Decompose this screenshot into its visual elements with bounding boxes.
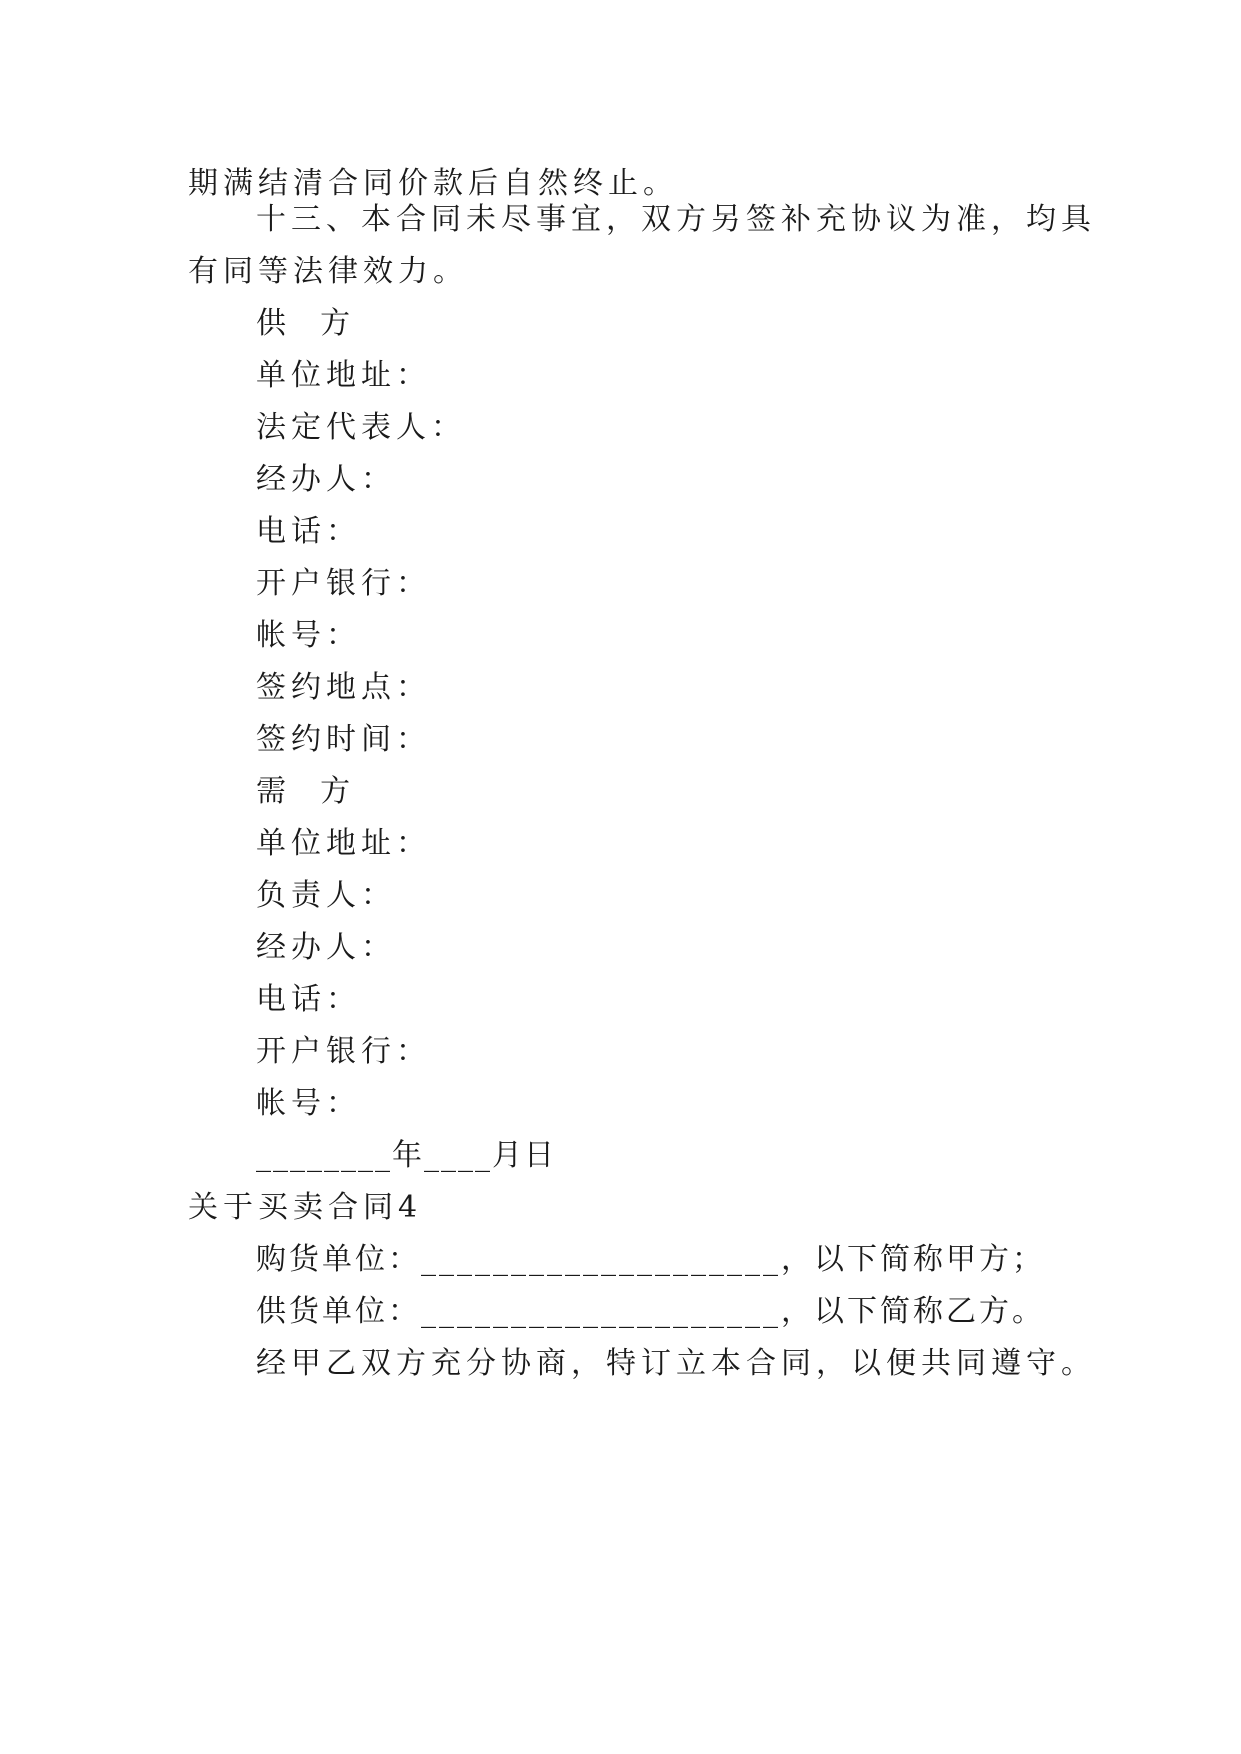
buyer-account-label: 帐号： bbox=[256, 1086, 361, 1121]
supplier-heading: 供 方 bbox=[256, 306, 356, 341]
seller-line: 供货单位：____________________，以下简称乙方。 bbox=[256, 1294, 1045, 1329]
supplier-phone-label: 电话： bbox=[256, 514, 361, 549]
buyer-responsible-label: 负责人： bbox=[256, 878, 396, 913]
buyer-phone-label: 电话： bbox=[256, 982, 361, 1017]
signing-place-label: 签约地点： bbox=[256, 670, 431, 705]
paragraph-line: 期满结清合同价款后自然终止。 bbox=[188, 166, 678, 201]
supplier-handler-label: 经办人： bbox=[256, 462, 396, 497]
supplier-bank-label: 开户银行： bbox=[256, 566, 431, 601]
buyer-bank-label: 开户银行： bbox=[256, 1034, 431, 1069]
purchaser-line: 购货单位：____________________，以下简称甲方； bbox=[256, 1242, 1045, 1277]
buyer-address-label: 单位地址： bbox=[256, 826, 431, 861]
section-title: 关于买卖合同4 bbox=[188, 1190, 423, 1225]
buyer-handler-label: 经办人： bbox=[256, 930, 396, 965]
date-line: ________年____月日 bbox=[256, 1138, 556, 1173]
supplier-address-label: 单位地址： bbox=[256, 358, 431, 393]
paragraph-line: 有同等法律效力。 bbox=[188, 254, 468, 289]
signing-time-label: 签约时间： bbox=[256, 722, 431, 757]
clause-13-line: 十三、本合同未尽事宜，双方另签补充协议为准，均具 bbox=[256, 202, 1096, 237]
buyer-heading: 需 方 bbox=[256, 774, 356, 809]
supplier-legal-rep-label: 法定代表人： bbox=[256, 410, 466, 445]
agreement-line: 经甲乙双方充分协商，特订立本合同，以便共同遵守。 bbox=[256, 1346, 1096, 1381]
supplier-account-label: 帐号： bbox=[256, 618, 361, 653]
